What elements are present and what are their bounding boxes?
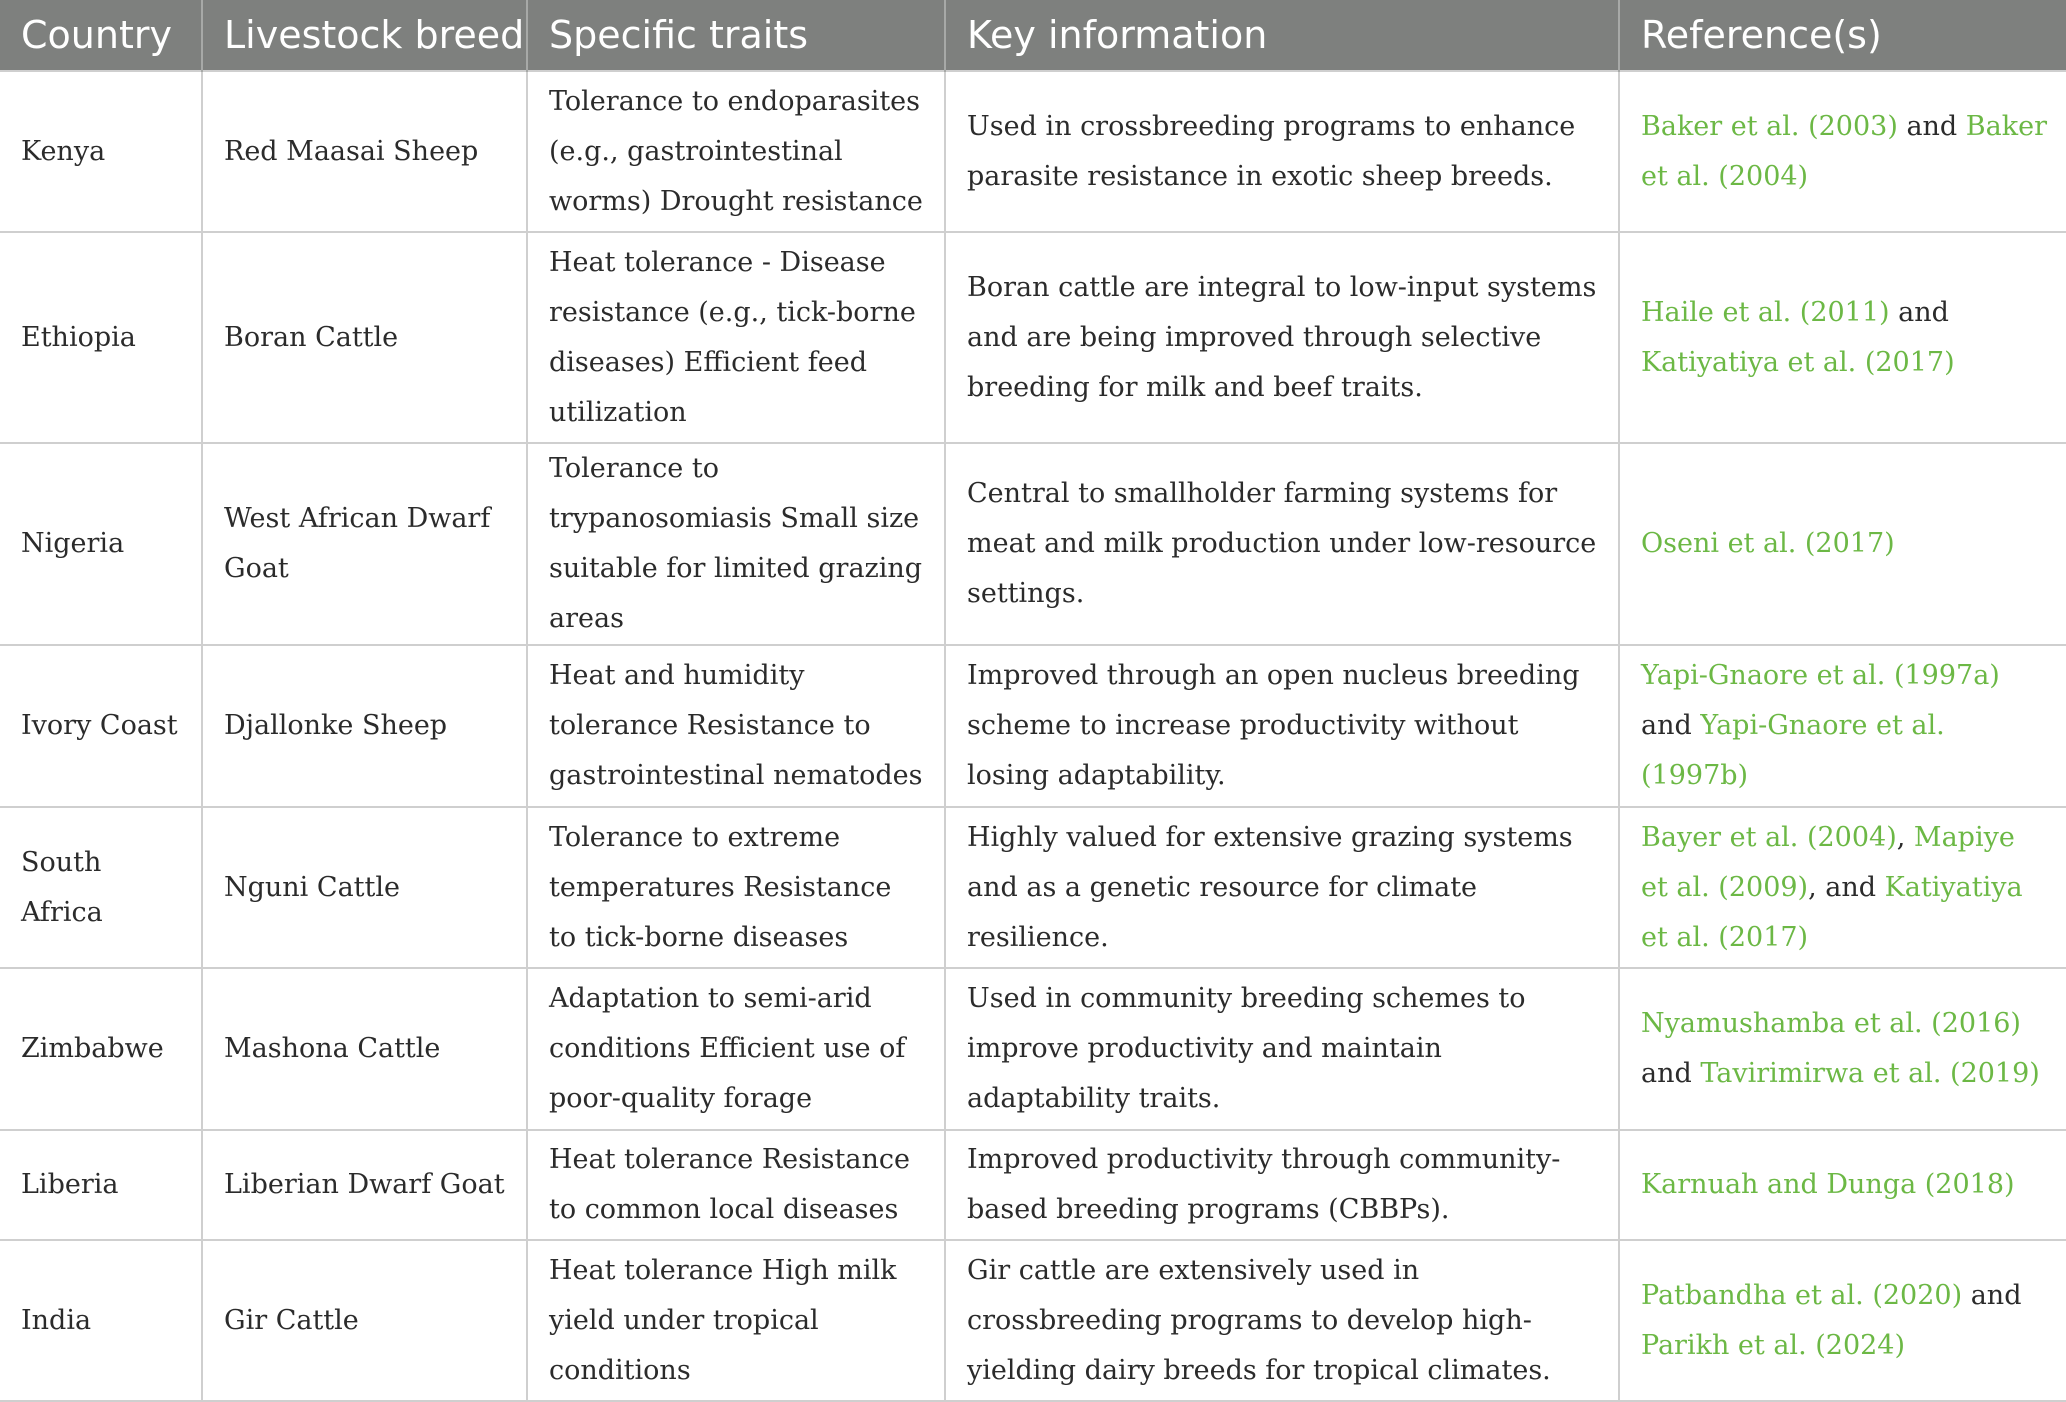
cell-key-info: Used in crossbreeding programs to enhance parasite resistance in exotic sheep breeds. (945, 71, 1619, 232)
cell-references (1619, 1130, 2066, 1240)
cell-traits: Tolerance to extreme temperatures Resistance to tick-borne diseases (527, 807, 945, 968)
reference-link[interactable]: Baker et al. (2004) (1641, 110, 2047, 192)
cell-references (1619, 1240, 2066, 1401)
table-row (0, 71, 2066, 232)
cell-key-info: Improved productivity through community-based breeding programs (CBBPs). (945, 1130, 1619, 1240)
cell-country: South Africa (0, 807, 202, 968)
table-row (0, 968, 2066, 1130)
reference-separator: and (1962, 1279, 2022, 1311)
reference-link[interactable]: Haile et al. (2011) (1641, 296, 1890, 328)
cell-traits: Tolerance to trypanosomiasis Small size suitable for limited grazing areas (527, 443, 945, 645)
cell-breed: Gir Cattle (202, 1240, 527, 1401)
cell-traits: Heat and humidity tolerance Resistance to gastrointestinal nematodes (527, 645, 945, 807)
table-row (0, 807, 2066, 968)
cell-traits: Heat tolerance High milk yield under tropical conditions (527, 1240, 945, 1401)
table-row (0, 443, 2066, 645)
reference-link[interactable]: Tavirimirwa et al. (2019) (1700, 1058, 2040, 1089)
header-references: Reference(s) (1619, 0, 2066, 71)
reference-link[interactable]: Baker et al. (2003) (1641, 110, 1898, 142)
cell-references (1619, 232, 2066, 443)
cell-traits: Adaptation to semi-arid conditions Efficient use of poor-quality forage (527, 968, 945, 1130)
cell-traits: Heat tolerance Resistance to common local diseases (527, 1130, 945, 1240)
cell-traits: Heat tolerance - Disease resistance (e.g., tick-borne diseases) Efficient feed utilization (527, 232, 945, 443)
reference-link[interactable]: Katiyatiya et al. (2017) (1641, 346, 1955, 378)
cell-key-info: Central to smallholder farming systems for meat and milk production under low-resource settings. (945, 443, 1619, 645)
reference-link[interactable]: Yapi-Gnaore et al. (1997b) (1641, 710, 1945, 791)
header-key-information: Key information (945, 0, 1619, 71)
table-body (0, 71, 2066, 1401)
cell-breed: Boran Cattle (202, 232, 527, 443)
reference-separator: , and (1808, 871, 1885, 903)
reference-link[interactable]: Katiyatiya et al. (2017) (1641, 871, 2023, 953)
cell-breed: Red Maasai Sheep (202, 71, 527, 232)
table-row (0, 1240, 2066, 1401)
cell-references (1619, 71, 2066, 232)
cell-traits: Tolerance to endoparasites (e.g., gastrointestinal worms) Drought resistance (527, 71, 945, 232)
cell-country: Ivory Coast (0, 645, 202, 807)
table-row (0, 645, 2066, 807)
cell-references (1619, 443, 2066, 645)
cell-breed: Nguni Cattle (202, 807, 527, 968)
header-specific-traits: Specific traits (527, 0, 945, 71)
cell-key-info: Improved through an open nucleus breeding scheme to increase productivity without losing adaptability. (945, 645, 1619, 807)
cell-key-info: Gir cattle are extensively used in crossbreeding programs to develop high-yielding dairy breeds for tropical climates. (945, 1240, 1619, 1401)
cell-breed: Mashona Cattle (202, 968, 527, 1130)
reference-link[interactable]: Patbandha et al. (2020) (1641, 1279, 1963, 1311)
cell-references (1619, 968, 2066, 1130)
cell-country: Ethiopia (0, 232, 202, 443)
reference-link[interactable]: Karnuah and Dunga (2018) (1641, 1169, 2015, 1200)
cell-country: Liberia (0, 1130, 202, 1240)
cell-references (1619, 645, 2066, 807)
reference-separator: , (1896, 821, 1914, 853)
table-row (0, 1130, 2066, 1240)
reference-link[interactable]: Nyamushamba et al. (2016) (1641, 1008, 2021, 1039)
reference-link[interactable]: Parikh et al. (2024) (1641, 1329, 1906, 1361)
cell-country: Nigeria (0, 443, 202, 645)
reference-separator: and (1889, 296, 1949, 328)
reference-link[interactable]: Mapiye et al. (2009) (1641, 821, 2015, 903)
table-header (0, 0, 2066, 71)
reference-separator: and (1897, 110, 1966, 142)
cell-country: Kenya (0, 71, 202, 232)
cell-key-info: Used in community breeding schemes to improve productivity and maintain adaptability traits. (945, 968, 1619, 1130)
cell-key-info: Boran cattle are integral to low-input systems and are being improved through selective breeding for milk and beef traits. (945, 232, 1619, 443)
reference-link[interactable]: Yapi-Gnaore et al. (1997a) (1641, 660, 2000, 691)
header-livestock-breed: Livestock breed (202, 0, 527, 71)
cell-country: Zimbabwe (0, 968, 202, 1130)
cell-key-info: Highly valued for extensive grazing systems and as a genetic resource for climate resilience. (945, 807, 1619, 968)
cell-breed: Liberian Dwarf Goat (202, 1130, 527, 1240)
header-country: Country (0, 0, 202, 71)
header-row (0, 0, 2066, 71)
cell-breed: West African Dwarf Goat (202, 443, 527, 645)
reference-link[interactable]: Bayer et al. (2004) (1641, 821, 1897, 853)
cell-country: India (0, 1240, 202, 1401)
reference-separator: and (1641, 710, 1701, 741)
reference-separator: and (1641, 1058, 1701, 1089)
table-row (0, 232, 2066, 443)
reference-link[interactable]: Oseni et al. (2017) (1641, 528, 1895, 559)
cell-references (1619, 807, 2066, 968)
cell-breed: Djallonke Sheep (202, 645, 527, 807)
